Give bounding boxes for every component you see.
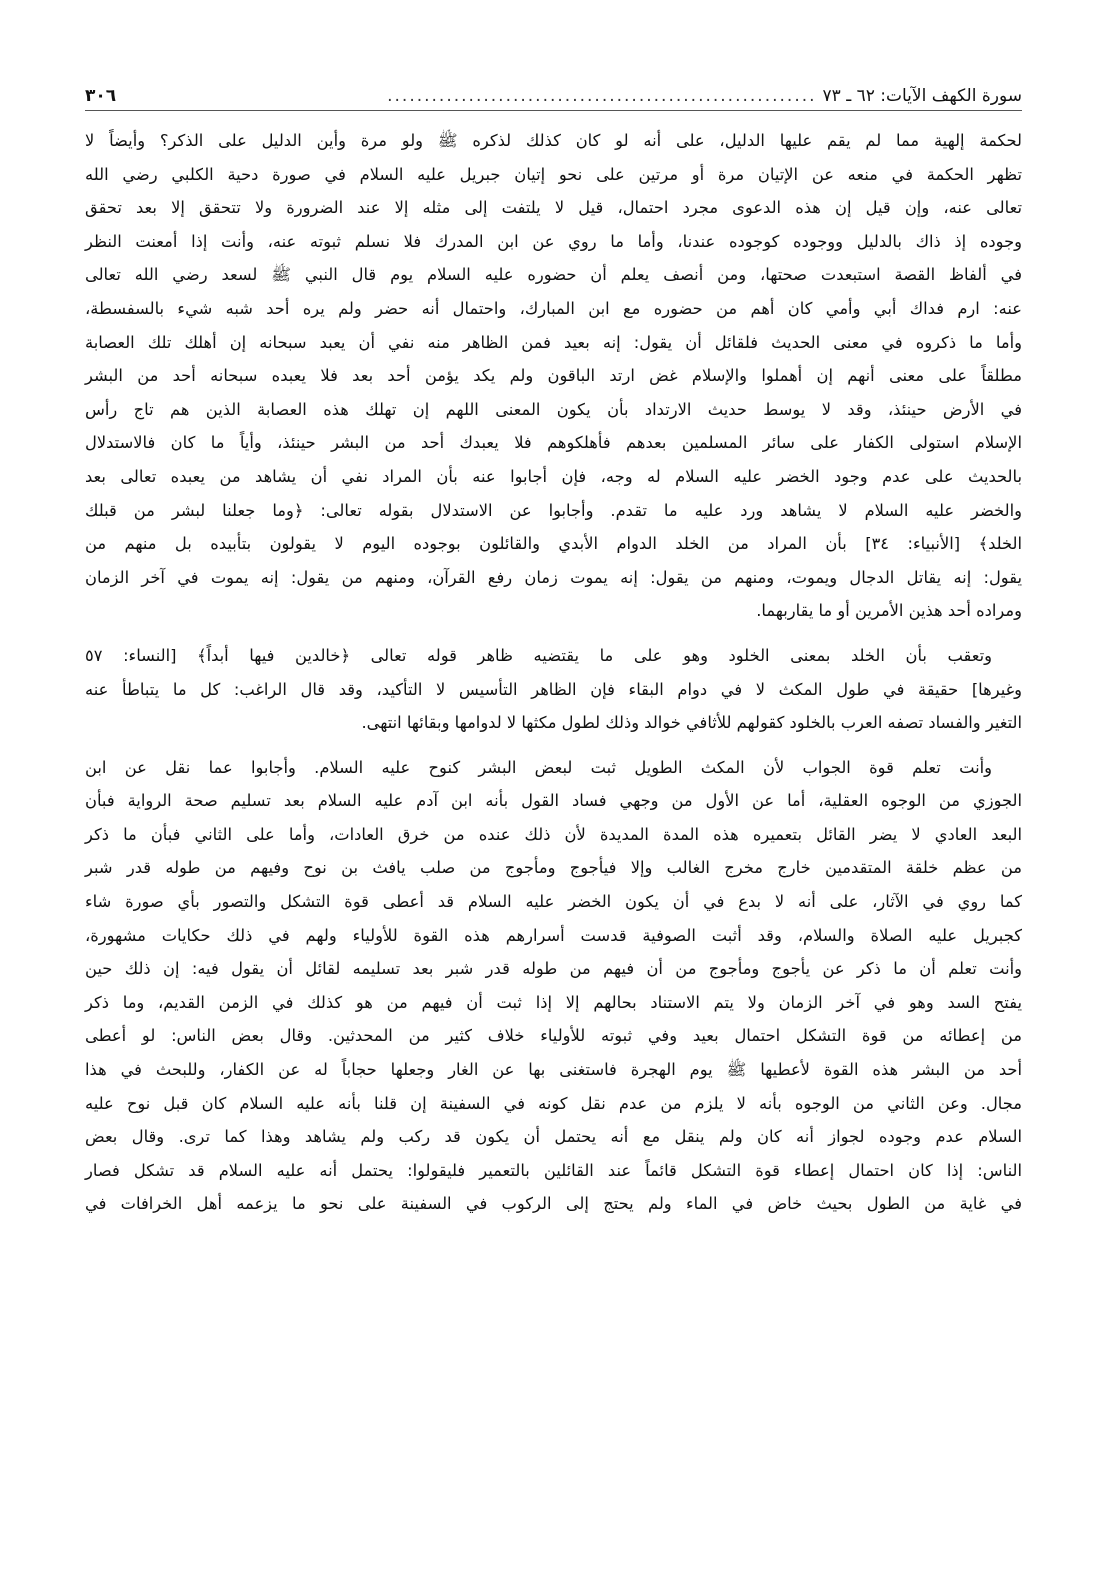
text-line: مطلقاً على معنى أنهم إن أهملوا والإسلام غض ارتد الباقون ولم يكد يؤمن أحد بعد فلا يعبده سبحانه أحد من البشر <box>85 366 1022 386</box>
text-line: الإسلام استولى الكفار على سائر المسلمين بعدهم فأهلكوهم فلا يعبدك أحد من البشر حينئذ، وأياً ما كان فالاستدلال <box>85 433 1022 453</box>
page-body <box>85 124 1022 1232</box>
text-line: الناس: إذا كان احتمال إعطاء قوة التشكل قائماً عند القائلين بالتعمير فليقولوا: يحتمل أنه عليه السلام قد تشكل فصار <box>85 1160 1022 1180</box>
paragraph <box>85 124 1022 628</box>
paragraph <box>85 639 1022 740</box>
text-line: البعد العادي لا يضر القائل بتعميره هذه المدة المديدة لأن ذلك عنده من خرق العادات، وأما على الثاني فبأن ما ذكر <box>85 824 1022 844</box>
text-line: وأنت تعلم أن ما ذكر عن يأجوج ومأجوج من أن فيهم من طوله قدر شبر بعد تسليمه لقائل أن يقول فيه: إن ذلك حين <box>85 959 1022 979</box>
text-line: كجبريل عليه الصلاة والسلام، وقد أثبت الصوفية قدست أسرارهم هذه القوة للأولياء ولهم في ذلك حكايات مشهورة، <box>85 925 1022 945</box>
text-line: السلام عدم وجوده لجواز أنه كان ولم ينقل مع أنه يحتمل أن يكون قد ركب ولم يشاهد وهذا كما ترى. وقال بعض <box>85 1127 1022 1147</box>
text-line: لحكمة إلهية مما لم يقم عليها الدليل، على أنه لو كان كذلك لذكره ﷺ ولو مرة وأين الدليل على الذكر؟ وأيضاً لا <box>85 131 1022 150</box>
running-header <box>85 78 1022 106</box>
text-line: من عظم خلقة المتقدمين خارج مخرج الغالب وإلا فيأجوج ومأجوج من صلب يافث بن نوح وفيهم من طوله قدر شبر <box>85 858 1022 878</box>
text-line: الخلد﴾ [الأنبياء: ٣٤] بأن المراد من الخلد الدوام الأبدي والقائلون بوجوده اليوم لا يقولون بتأبيده بل منهم من <box>85 534 1022 554</box>
text-line: وجوده إذ ذاك بالدليل ووجوده كوجوده عندنا، وأما ما روي عن ابن المدرك فلا نسلم ثبوته عنه، وأنت إذا أمعنت النظر <box>85 231 1022 251</box>
text-line: عنه: ارم فداك أبي وأمي كان أهم من حضوره مع ابن المبارك، واحتمال أنه حضر ولم يره أحد شبه شيء بالسفسطة، <box>85 298 1022 318</box>
text-line: وغيرها] حقيقة في طول المكث لا في دوام البقاء فإن الظاهر التأسيس لا التأكيد، وقد قال الراغب: كل ما يتباطأ عنه <box>85 679 1022 699</box>
text-line: مجال. وعن الثاني من الوجوه بأنه لا يلزم من عدم نقل كونه في السفينة إن قلنا بأنه عليه السلام كان قبل نوح عليه <box>85 1093 1022 1113</box>
text-line: كما روي في الآثار، على أنه لا بدع في أن يكون الخضر عليه السلام قد أعطى قوة التشكل والتصور بأي صورة شاء <box>85 892 1022 912</box>
page-number: ٣٠٦ <box>85 86 117 106</box>
text-line: في غاية من الطول بحيث خاض في الماء ولم يحتج إلى الركوب في السفينة على نحو ما يزعمه أهل الخرافات في <box>85 1194 1022 1214</box>
text-line: أحد من البشر هذه القوة لأعطيها ﷺ يوم الهجرة فاستغنى بها عن الغار وجعلها حجاباً له عن الكفار، وللبحث في هذا <box>85 1060 1022 1080</box>
text-line: التغير والفساد تصفه العرب بالخلود كقولهم للأثافي خوالد وذلك لطول مكثها لا لدوامها وبقائها انتهى. <box>361 713 1022 733</box>
text-line: ومراده أحد هذين الأمرين أو ما يقاربهما. <box>756 601 1022 621</box>
text-line: الجوزي من الوجوه العقلية، أما عن الأول من وجهي فساد القول بأنه ابن آدم عليه السلام بعد تسليم صحة الرواية فبأن <box>85 791 1022 811</box>
text-line: بالحديث على عدم وجود الخضر عليه السلام له وجه، فإن أجابوا عنه بأن المراد نفي أن يشاهد من يعبده تعالى بعد <box>85 466 1022 486</box>
text-line: وأنت تعلم قوة الجواب لأن المكث الطويل ثبت لبعض البشر كنوح عليه السلام. وأجابوا عما نقل عن ابن <box>85 757 992 777</box>
text-line: في الأرض حينئذ، وقد لا يوسط حديث الارتداد بأن يكون المعنى اللهم إن تهلك هذه العصابة الذين هم تاج رأس <box>85 399 1022 419</box>
text-line: وتعقب بأن الخلد بمعنى الخلود وهو على ما يقتضيه ظاهر قوله تعالى ﴿خالدين فيها أبداً﴾ [النساء: ٥٧ <box>85 645 992 665</box>
text-line: في ألفاظ القصة استبعدت صحتها، ومن أنصف يعلم أن حضوره عليه السلام يوم قال النبي ﷺ لسعد رضي الله تعالى <box>85 265 1022 285</box>
chapter-title: سورة الكهف الآيات: ٦٢ ـ ٧٣ <box>822 86 1022 106</box>
text-line: تظهر الحكمة في منعه عن الإتيان مرة أو مرتين على نحو إتيان جبريل عليه السلام في صورة دحية الكلبي رضي الله <box>85 164 1022 184</box>
text-line: تعالى عنه، وإن قيل إن هذه الدعوى مجرد احتمال، قيل لا يلتفت إلى مثله إلا عند الضرورة ولا تتحقق إلا بعد تحقق <box>85 198 1022 218</box>
text-line: يفتح السد وهو في آخر الزمان ولا يتم الاستناد بحالهم إلا إذا ثبت أن فيهم من هو كذلك في الزمن القديم، وما ذكر <box>85 992 1022 1012</box>
text-line: من إعطائه من قوة التشكل احتمال بعيد وفي ثبوته للأولياء خلاف كثير من المحدثين. وقال بعض الناس: لو أعطى <box>85 1026 1022 1046</box>
paragraph <box>85 751 1022 1221</box>
text-line: وأما ما ذكروه في معنى الحديث فلقائل أن يقول: إنه بعيد فمن الظاهر منه نفي أن يعبد سبحانه إن أهلك تلك العصابة <box>85 332 1022 352</box>
text-line: والخضر عليه السلام لا يشاهد ورد عليه ما تقدم. وأجابوا عن الاستدلال بقوله تعالى: ﴿وما جعلنا لبشر من قبلك <box>85 500 1022 520</box>
header-rule <box>85 110 1022 111</box>
leader-dots: .......................................................... <box>387 86 817 106</box>
text-line: يقول: إنه يقاتل الدجال ويموت، ومنهم من يقول: إنه يموت زمان رفع القرآن، ومنهم من يقول: إنه يموت في آخر الزمان <box>85 567 1022 587</box>
